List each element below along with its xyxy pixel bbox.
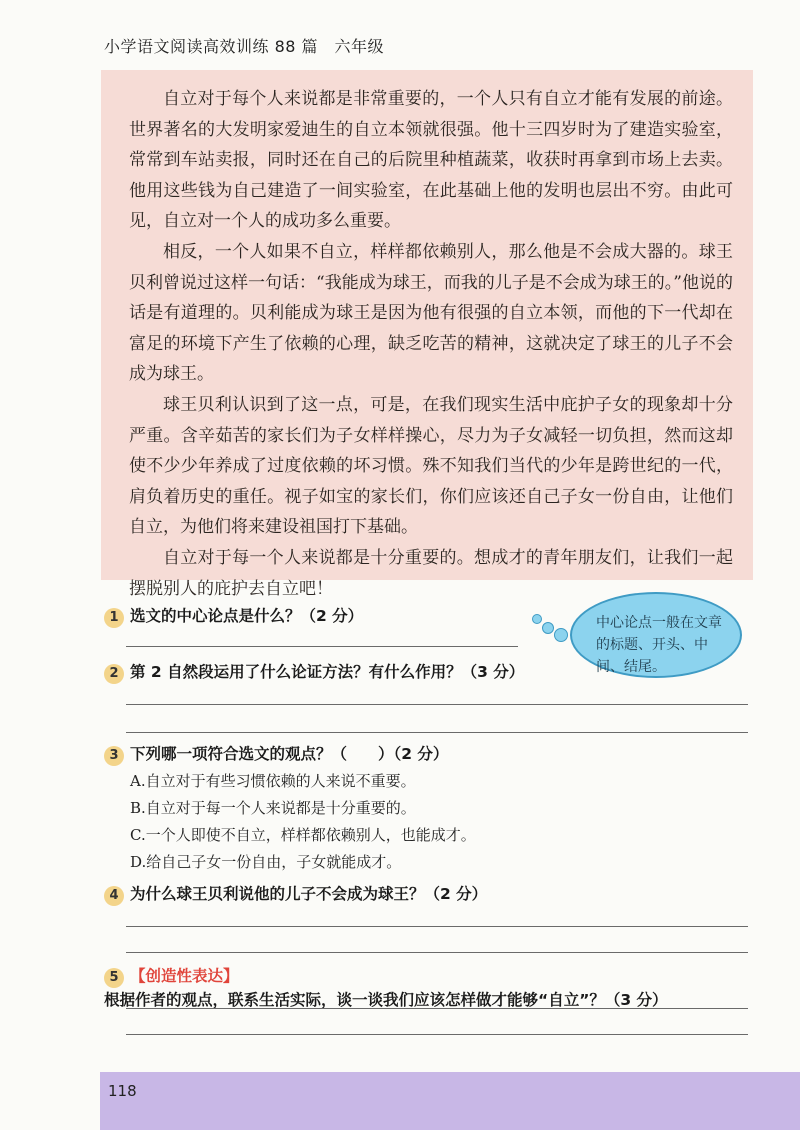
option-d[interactable]: D.给自己子女一份自由，子女就能成才。 bbox=[130, 853, 402, 871]
question-5 bbox=[104, 964, 800, 1010]
creative-expression-tag: 【创造性表达】 bbox=[130, 967, 239, 985]
question-number-badge: 1 bbox=[104, 608, 124, 628]
reading-passage bbox=[101, 70, 753, 599]
option-c[interactable]: C.一个人即使不自立，样样都依赖别人，也能成才。 bbox=[130, 826, 476, 844]
question-1 bbox=[104, 604, 363, 628]
question-2 bbox=[104, 660, 524, 684]
answer-line[interactable] bbox=[126, 1008, 748, 1009]
passage-paragraph: 自立对于每一个人来说都是十分重要的。想成才的青年朋友们，让我们一起摆脱别人的庇护去自立吧！ bbox=[129, 547, 733, 599]
answer-line[interactable] bbox=[126, 1034, 748, 1035]
passage-paragraph: 自立对于每个人来说都是非常重要的，一个人只有自立才能有发展的前途。世界著名的大发明家爱迪生的自立本领就很强。他十三四岁时为了建造实验室，常常到车站卖报，同时还在自己的后院里种植蔬菜，收获时再拿到市场上去卖。他用这些钱为自己建造了一间实验室，在此基础上他的发明也层出不穷。由此可见，自立对一个人的成功多么重要。 bbox=[129, 89, 733, 232]
tip-text: 中心论点一般在文章的标题、开头、中间、结尾。 bbox=[596, 615, 722, 675]
thought-dot bbox=[542, 622, 554, 634]
question-text: 为什么球王贝利说他的儿子不会成为球王？（2 分） bbox=[130, 885, 488, 903]
tip-bubble bbox=[570, 592, 742, 678]
footer-band bbox=[100, 1072, 800, 1130]
answer-line[interactable] bbox=[126, 732, 748, 733]
answer-line[interactable] bbox=[126, 646, 518, 647]
question-text: 下列哪一项符合选文的观点？（ ）（2 分） bbox=[130, 745, 449, 763]
question-text: 第 2 自然段运用了什么论证方法？有什么作用？（3 分） bbox=[130, 663, 525, 681]
question-number-badge: 3 bbox=[104, 746, 124, 766]
question-text: 选文的中心论点是什么？（2 分） bbox=[130, 607, 364, 625]
passage-paragraph: 球王贝利认识到了这一点，可是，在我们现实生活中庇护子女的现象却十分严重。含辛茹苦的家长们为子女样样操心，尽力为子女减轻一切负担，然而这却使不少少年养成了过度依赖的坏习惯。殊不知我们当代的少年是跨世纪的一代，肩负着历史的重任。视子如宝的家长们，你们应该还自己子女一份自由，让他们自立，为他们将来建设祖国打下基础。 bbox=[129, 394, 733, 538]
question-text: 根据作者的观点，联系生活实际，谈一谈我们应该怎样做才能够“自立”？（3 分） bbox=[104, 991, 668, 1009]
question-number-badge: 5 bbox=[104, 968, 124, 988]
thought-dot bbox=[554, 628, 568, 642]
question-4 bbox=[104, 882, 487, 906]
answer-line[interactable] bbox=[126, 926, 748, 927]
question-3 bbox=[104, 742, 448, 766]
thought-dot bbox=[532, 614, 542, 624]
option-b[interactable]: B.自立对于每一个人来说都是十分重要的。 bbox=[130, 799, 416, 817]
question-number-badge: 2 bbox=[104, 664, 124, 684]
answer-line[interactable] bbox=[126, 704, 748, 705]
question-number-badge: 4 bbox=[104, 886, 124, 906]
answer-line[interactable] bbox=[126, 952, 748, 953]
page-header: 小学语文阅读高效训练 88 篇 六年级 bbox=[104, 37, 385, 56]
page-number: 118 bbox=[108, 1082, 137, 1100]
passage-paragraph: 相反，一个人如果不自立，样样都依赖别人，那么他是不会成大器的。球王贝利曾说过这样一句话：“我能成为球王，而我的儿子是不会成为球王的。”他说的话是有道理的。贝利能成为球王是因为他有很强的自立本领，而他的下一代却在富足的环境下产生了依赖的心理，缺乏吃苦的精神，这就决定了球王的儿子不会成为球王。 bbox=[129, 241, 733, 385]
option-a[interactable]: A.自立对于有些习惯依赖的人来说不重要。 bbox=[130, 772, 416, 790]
